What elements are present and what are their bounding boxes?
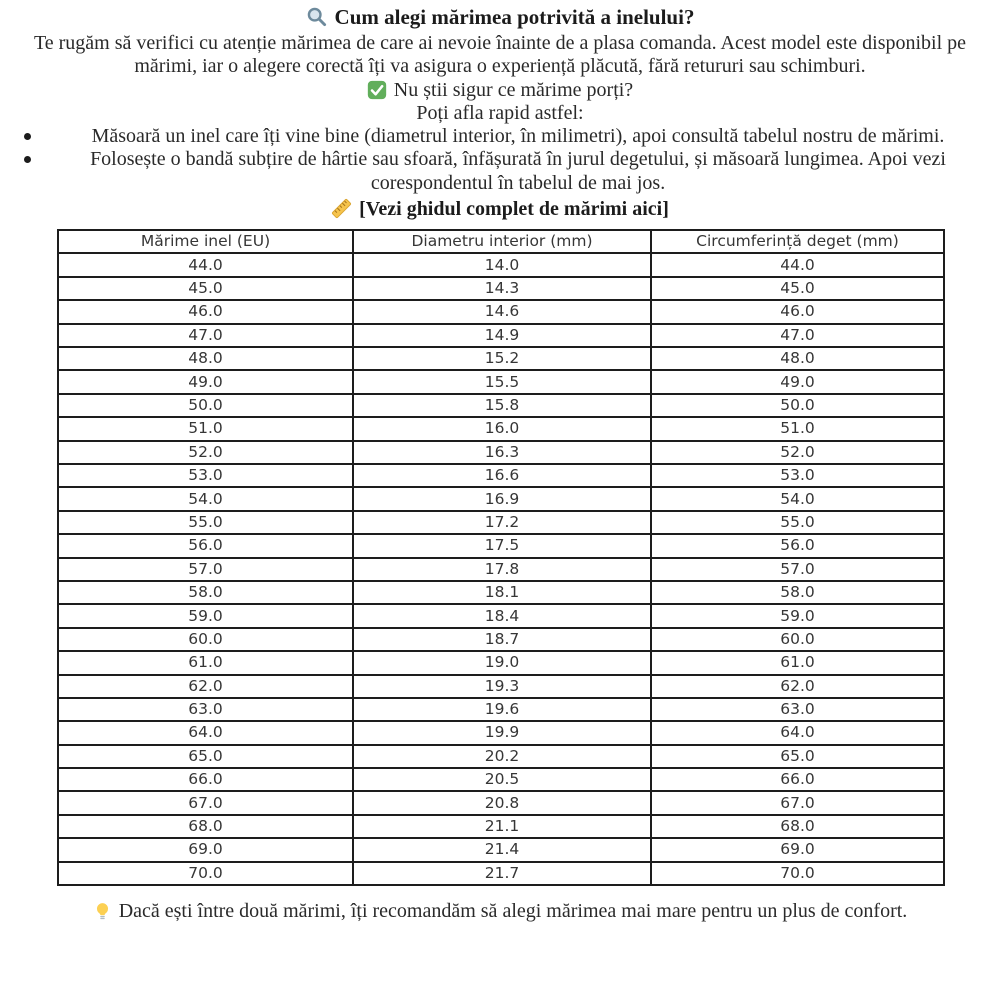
table-row — [58, 721, 944, 744]
ruler-icon — [331, 198, 352, 219]
table-cell: 61.0 — [58, 651, 353, 674]
table-cell: 21.1 — [353, 815, 651, 838]
footer-note — [25, 899, 975, 924]
table-cell: 58.0 — [651, 581, 944, 604]
table-cell: 47.0 — [651, 324, 944, 347]
table-row — [58, 534, 944, 557]
table-cell: 63.0 — [651, 698, 944, 721]
table-cell: 56.0 — [58, 534, 353, 557]
table-cell: 49.0 — [58, 370, 353, 393]
table-cell: 14.6 — [353, 300, 651, 323]
table-cell: 19.6 — [353, 698, 651, 721]
table-cell: 67.0 — [58, 791, 353, 814]
light-bulb-icon — [93, 902, 112, 921]
table-row — [58, 862, 944, 885]
table-cell: 70.0 — [58, 862, 353, 885]
bullet-marker — [24, 156, 31, 163]
table-cell: 53.0 — [58, 464, 353, 487]
table-cell: 63.0 — [58, 698, 353, 721]
table-cell: 52.0 — [58, 441, 353, 464]
table-cell: 45.0 — [651, 277, 944, 300]
table-header-row — [58, 230, 944, 253]
table-row — [58, 675, 944, 698]
table-cell: 19.9 — [353, 721, 651, 744]
table-cell: 53.0 — [651, 464, 944, 487]
measuring-steps-list — [0, 125, 1000, 195]
table-cell: 20.2 — [353, 745, 651, 768]
table-cell: 47.0 — [58, 324, 353, 347]
table-cell: 69.0 — [651, 838, 944, 861]
table-cell: 19.3 — [353, 675, 651, 698]
table-cell: 60.0 — [58, 628, 353, 651]
table-cell: 66.0 — [58, 768, 353, 791]
table-cell: 59.0 — [651, 604, 944, 627]
table-cell: 69.0 — [58, 838, 353, 861]
table-cell: 48.0 — [58, 347, 353, 370]
table-row — [58, 511, 944, 534]
table-cell: 65.0 — [651, 745, 944, 768]
table-row — [58, 253, 944, 276]
table-cell: 16.6 — [353, 464, 651, 487]
table-cell: 18.1 — [353, 581, 651, 604]
table-cell: 20.5 — [353, 768, 651, 791]
table-row — [58, 745, 944, 768]
ring-size-section — [0, 4, 1000, 924]
table-cell: 17.8 — [353, 558, 651, 581]
page-title — [0, 4, 1000, 30]
step-text: Măsoară un inel care îți vine bine (diametrul interior, în milimetri), apoi consultă tabelul nostru de mărimi. — [91, 125, 945, 148]
table-cell: 64.0 — [58, 721, 353, 744]
table-row — [58, 628, 944, 651]
table-cell: 49.0 — [651, 370, 944, 393]
table-cell: 61.0 — [651, 651, 944, 674]
table-cell: 16.3 — [353, 441, 651, 464]
table-row — [58, 768, 944, 791]
table-row — [58, 347, 944, 370]
table-cell: 14.3 — [353, 277, 651, 300]
table-cell: 20.8 — [353, 791, 651, 814]
table-cell: 46.0 — [651, 300, 944, 323]
size-question-text: Nu știi sigur ce mărime porți? — [393, 78, 634, 101]
list-item — [0, 148, 1000, 195]
magnifying-glass-icon — [306, 6, 328, 28]
table-cell: 57.0 — [651, 558, 944, 581]
check-mark-icon — [367, 80, 387, 100]
header-inner-diameter: Diametru interior (mm) — [353, 230, 651, 253]
table-cell: 15.2 — [353, 347, 651, 370]
table-cell: 62.0 — [58, 675, 353, 698]
subquestion: Poți afla rapid astfel: — [416, 101, 584, 124]
table-cell: 17.5 — [353, 534, 651, 557]
bullet-marker — [24, 133, 31, 140]
step-text: Folosește o bandă subțire de hârtie sau sfoară, înfășurată în jurul degetului, și măsoară lungimea. Apoi vezi corespondentul în tabelul de mai jos. — [90, 148, 946, 194]
table-cell: 14.9 — [353, 324, 651, 347]
table-cell: 60.0 — [651, 628, 944, 651]
size-question — [0, 79, 1000, 102]
table-cell: 17.2 — [353, 511, 651, 534]
table-cell: 62.0 — [651, 675, 944, 698]
table-row — [58, 441, 944, 464]
table-cell: 48.0 — [651, 347, 944, 370]
header-ring-size: Mărime inel (EU) — [58, 230, 353, 253]
table-cell: 67.0 — [651, 791, 944, 814]
table-row — [58, 604, 944, 627]
table-cell: 54.0 — [58, 487, 353, 510]
size-guide-link[interactable]: [Vezi ghidul complet de mărimi aici] — [359, 198, 669, 221]
table-cell: 51.0 — [651, 417, 944, 440]
table-cell: 16.0 — [353, 417, 651, 440]
header-finger-circumference: Circumferință deget (mm) — [651, 230, 944, 253]
size-guide-line — [0, 197, 1000, 221]
page-title-text: Cum alegi mărimea potrivită a inelului? — [334, 5, 695, 29]
table-cell: 52.0 — [651, 441, 944, 464]
table-cell: 21.4 — [353, 838, 651, 861]
table-cell: 70.0 — [651, 862, 944, 885]
table-cell: 68.0 — [58, 815, 353, 838]
table-row — [58, 370, 944, 393]
table-row — [58, 300, 944, 323]
table-cell: 54.0 — [651, 487, 944, 510]
table-cell: 57.0 — [58, 558, 353, 581]
table-cell: 16.9 — [353, 487, 651, 510]
table-cell: 59.0 — [58, 604, 353, 627]
table-row — [58, 791, 944, 814]
table-row — [58, 324, 944, 347]
table-row — [58, 277, 944, 300]
table-cell: 65.0 — [58, 745, 353, 768]
table-cell: 15.5 — [353, 370, 651, 393]
table-cell: 55.0 — [651, 511, 944, 534]
table-cell: 50.0 — [58, 394, 353, 417]
table-cell: 19.0 — [353, 651, 651, 674]
table-row — [58, 417, 944, 440]
table-cell: 50.0 — [651, 394, 944, 417]
table-row — [58, 487, 944, 510]
table-cell: 46.0 — [58, 300, 353, 323]
table-cell: 66.0 — [651, 768, 944, 791]
table-cell: 45.0 — [58, 277, 353, 300]
table-cell: 15.8 — [353, 394, 651, 417]
table-cell: 44.0 — [58, 253, 353, 276]
table-cell: 44.0 — [651, 253, 944, 276]
footer-note-text: Dacă ești între două mărimi, îți recomandăm să alegi mărimea mai mare pentru un plus de confort. — [118, 900, 908, 923]
table-cell: 56.0 — [651, 534, 944, 557]
table-row — [58, 651, 944, 674]
table-row — [58, 581, 944, 604]
table-cell: 68.0 — [651, 815, 944, 838]
table-row — [58, 815, 944, 838]
table-cell: 18.4 — [353, 604, 651, 627]
table-row — [58, 838, 944, 861]
list-item — [0, 125, 1000, 148]
table-row — [58, 558, 944, 581]
table-cell: 55.0 — [58, 511, 353, 534]
ring-size-table — [57, 229, 945, 886]
table-cell: 14.0 — [353, 253, 651, 276]
table-cell: 58.0 — [58, 581, 353, 604]
intro-paragraph: Te rugăm să verifici cu atenție mărimea de care ai nevoie înainte de a plasa comanda. Acest model este disponibil pe mărimi, iar o alegere corectă îți va asigura o experiență plăcută, fără retururi sau schimburi. — [33, 32, 967, 78]
table-cell: 51.0 — [58, 417, 353, 440]
table-cell: 64.0 — [651, 721, 944, 744]
table-row — [58, 394, 944, 417]
table-body — [58, 253, 944, 885]
table-row — [58, 698, 944, 721]
table-row — [58, 464, 944, 487]
table-cell: 18.7 — [353, 628, 651, 651]
table-cell: 21.7 — [353, 862, 651, 885]
